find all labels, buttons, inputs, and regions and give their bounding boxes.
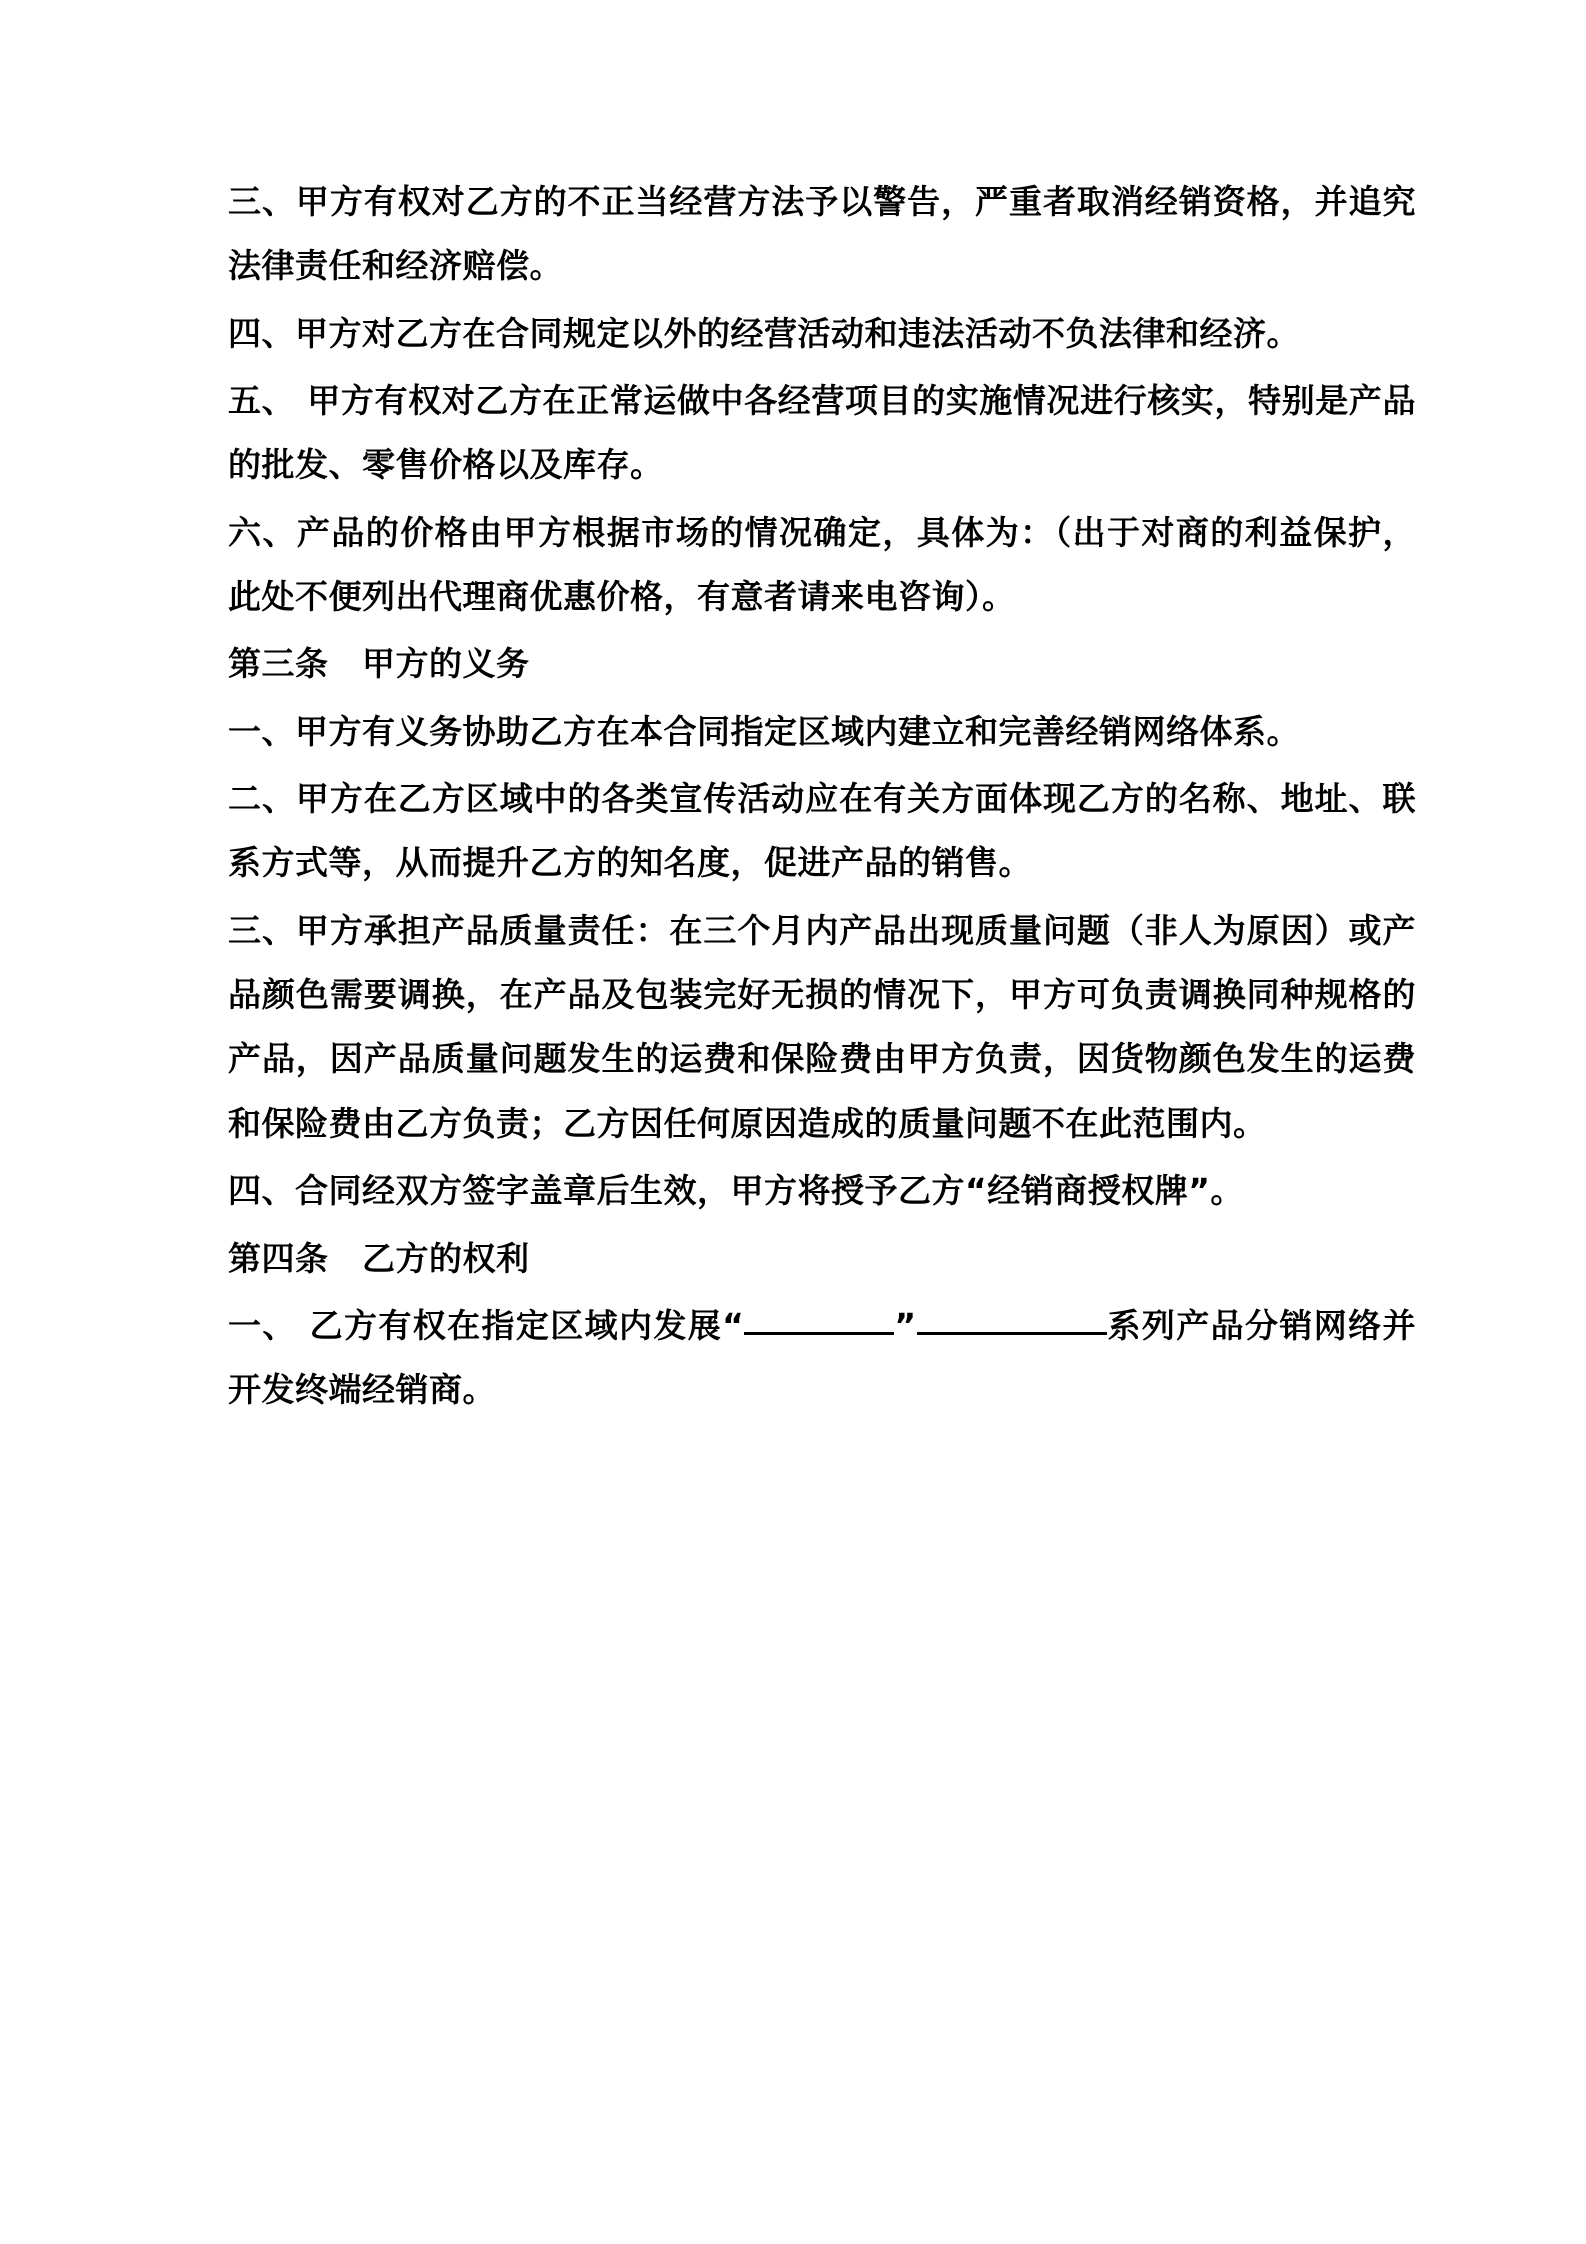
paragraph-clause3-item1: 一、甲方有义务协助乙方在本合同指定区域内建立和完善经销网络体系。 <box>228 711 1300 751</box>
clause4-item1-prefix: 一、 乙方有权在指定区域内发展“ <box>228 1305 745 1345</box>
clause4-item1-middle: ” <box>894 1305 917 1345</box>
paragraph-clause4-item1 <box>228 1294 1416 1423</box>
paragraph-clause2-item3: 三、甲方有权对乙方的不正当经营方法予以警告，严重者取消经销资格，并追究法律责任和经济赔偿。 <box>228 182 1416 286</box>
paragraph-clause3-item2: 二、甲方在乙方区域中的各类宣传活动应在有关方面体现乙方的名称、地址、联系方式等，从而提升乙方的知名度，促进产品的销售。 <box>228 779 1416 883</box>
heading-clause4: 第四条 乙方的权利 <box>228 1238 530 1278</box>
fill-in-blank-product-name[interactable] <box>744 1332 894 1335</box>
paragraph-clause2-item5: 五、 甲方有权对乙方在正常运做中各经营项目的实施情况进行核实，特别是产品的批发、零售价格以及库存。 <box>228 381 1416 485</box>
clause4-item1-suffix: 系列产品分销网络并开发终端经销商。 <box>228 1305 1416 1410</box>
paragraph-clause2-item4: 四、甲方对乙方在合同规定以外的经营活动和违法活动不负法律和经济。 <box>228 313 1300 353</box>
paragraph-clause2-item6: 六、产品的价格由甲方根据市场的情况确定，具体为：（出于对商的利益保护，此处不便列出代理商优惠价格，有意者请来电咨询）。 <box>228 512 1416 617</box>
document-body <box>228 170 1416 1423</box>
paragraph-clause3-item4: 四、合同经双方签字盖章后生效，甲方将授予乙方“经销商授权牌”。 <box>228 1171 1244 1211</box>
fill-in-blank-series[interactable] <box>917 1332 1107 1335</box>
paragraph-clause3-item3: 三、甲方承担产品质量责任：在三个月内产品出现质量问题（非人为原因）或产品颜色需要调换，在产品及包装完好无损的情况下，甲方可负责调换同种规格的产品，因产品质量问题发生的运费和保险费由甲方负责，因货物颜色发生的运费和保险费由乙方负责；乙方因任何原因造成的质量问题不在此范围内。 <box>228 910 1416 1143</box>
heading-clause3: 第三条 甲方的义务 <box>228 644 530 684</box>
